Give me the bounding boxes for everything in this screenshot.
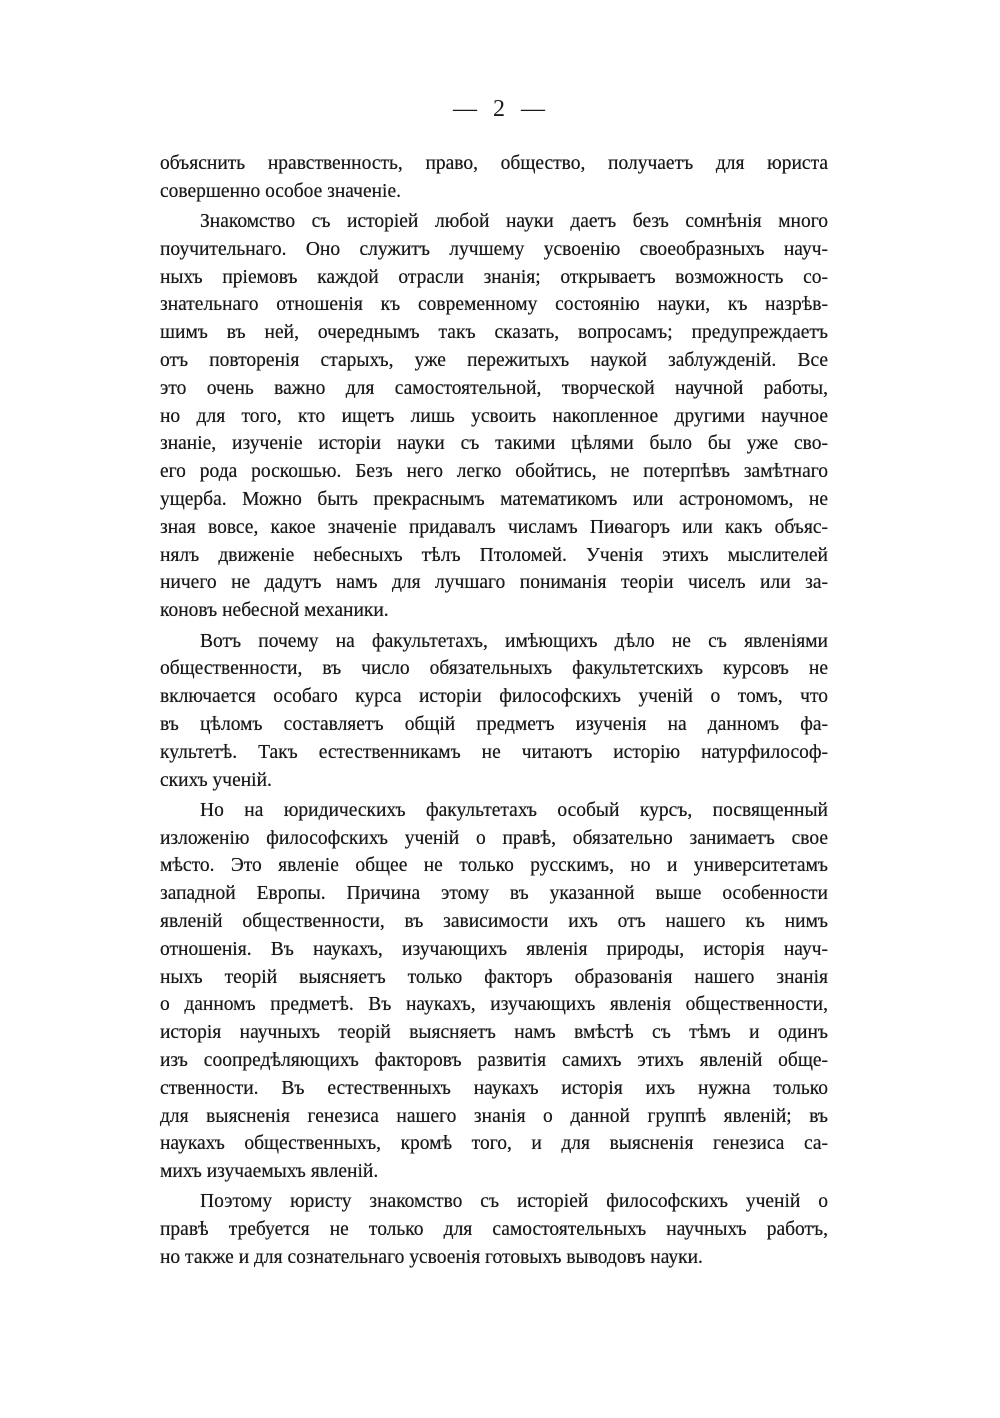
text-line: исторiя научныхъ теорiй выясняетъ намъ вмѣстѣ съ тѣмъ и одинъ bbox=[160, 1022, 828, 1044]
text-line: Но на юридическихъ факультетахъ особый курсъ, посвященный bbox=[200, 799, 828, 821]
text-line: ущерба. Можно быть прекраснымъ математикомъ или астрономомъ, не bbox=[160, 489, 828, 511]
paragraph bbox=[160, 1188, 828, 1271]
text-line: ственности. Въ естественныхъ наукахъ исторiя ихъ нужна только bbox=[160, 1077, 828, 1099]
text-line: знанiе, изученiе исторiи науки съ такими цѣлями было бы уже сво- bbox=[160, 433, 828, 455]
text-line: изложенiю философскихъ ученiй о правѣ, обязательно занимаетъ свое bbox=[160, 827, 828, 849]
text-line: изъ соопредѣляющихъ факторовъ развитiя самихъ этихъ явленiй обще- bbox=[160, 1050, 828, 1071]
text-line: культетѣ. Такъ естественникамъ не читаютъ исторiю натурфилософ- bbox=[160, 741, 828, 763]
paragraph bbox=[160, 628, 828, 795]
text-line: для выясненiя генезиса нашего знанiя о данной группѣ явленiй; въ bbox=[160, 1105, 828, 1127]
text-line: явленiй общественности, въ зависимости ихъ отъ нашего къ нимъ bbox=[160, 911, 828, 933]
text-line: михъ изучаемыхъ явленiй. bbox=[160, 1161, 379, 1183]
text-line: отношенiя. Въ наукахъ, изучающихъ явленiя природы, исторiя науч- bbox=[160, 938, 828, 960]
page-number bbox=[0, 96, 1000, 123]
text-line: въ цѣломъ составляетъ общiй предметъ изученiя на данномъ фа- bbox=[160, 713, 828, 735]
text-line: ничего не дадутъ намъ для лучшаго пониманiя теорiи чиселъ или за- bbox=[160, 572, 828, 594]
body-text bbox=[160, 150, 828, 1272]
paragraph bbox=[160, 208, 828, 625]
page-number-value: 2 bbox=[493, 96, 507, 122]
page-number-dash-right: — bbox=[521, 96, 547, 122]
text-line: нялъ движенiе небесныхъ тѣлъ Птоломей. Ученiя этихъ мыслителей bbox=[160, 544, 828, 566]
text-line: это очень важно для самостоятельной, творческой научной работы, bbox=[160, 377, 828, 399]
text-line: скихъ ученiй. bbox=[160, 769, 272, 791]
paragraph bbox=[160, 150, 828, 206]
text-line: коновъ небесной механики. bbox=[160, 600, 389, 622]
text-line: объяснить нравственность, право, общество, получаетъ для юриста bbox=[160, 153, 828, 174]
text-line: отъ повторенiя старыхъ, уже пережитыхъ наукой заблужденiй. Все bbox=[160, 350, 828, 372]
text-line: ныхъ теорiй выясняетъ только факторъ образованiя нашего знанiя bbox=[160, 966, 828, 988]
text-line: о данномъ предметѣ. Въ наукахъ, изучающихъ явленiя общественности, bbox=[160, 994, 828, 1016]
paragraph bbox=[160, 797, 828, 1186]
page-number-dash-left: — bbox=[453, 96, 479, 122]
text-line: зная вовсе, какое значенiе придавалъ числамъ Пиѳагоръ или какъ объяс- bbox=[160, 516, 828, 538]
text-line: мѣсто. Это явленiе общее не только русскимъ, но и университетамъ bbox=[160, 855, 828, 877]
text-line: включается особаго курса исторiи философскихъ ученiй о томъ, что bbox=[160, 686, 828, 708]
text-line: наукахъ общественныхъ, кромѣ того, и для выясненiя генезиса са- bbox=[160, 1133, 828, 1155]
text-line: Вотъ почему на факультетахъ, имѣющихъ дѣло не съ явленiями bbox=[200, 630, 828, 652]
text-line: Знакомство съ исторiей любой науки даетъ безъ сомнѣнiя много bbox=[200, 211, 828, 233]
text-line: правѣ требуется не только для самостоятельныхъ научныхъ работъ, bbox=[160, 1219, 828, 1241]
text-line: совершенно особое значенiе. bbox=[160, 180, 402, 202]
text-line: общественности, въ число обязательныхъ факультетскихъ курсовъ не bbox=[160, 658, 828, 680]
text-line: но также и для сознательнаго усвоенiя готовыхъ выводовъ науки. bbox=[160, 1247, 703, 1269]
text-line: шимъ въ ней, очереднымъ такъ сказать, вопросамъ; предупреждаетъ bbox=[160, 322, 828, 344]
text-line: знательнаго отношенiя къ современному состоянiю науки, къ назрѣв- bbox=[160, 294, 828, 316]
text-line: его рода роскошью. Безъ него легко обойтись, не потерпѣвъ замѣтнаго bbox=[160, 461, 828, 483]
text-line: западной Европы. Причина этому въ указанной выше особенности bbox=[160, 883, 828, 905]
text-line: ныхъ прiемовъ каждой отрасли знанiя; открываетъ возможность со- bbox=[160, 266, 828, 288]
text-line: но для того, кто ищетъ лишь усвоить накопленное другими научное bbox=[160, 405, 828, 427]
text-line: Поэтому юристу знакомство съ исторiей философскихъ ученiй о bbox=[200, 1191, 828, 1213]
text-line: поучительнаго. Оно служитъ лучшему усвоенiю своеобразныхъ науч- bbox=[160, 238, 828, 260]
